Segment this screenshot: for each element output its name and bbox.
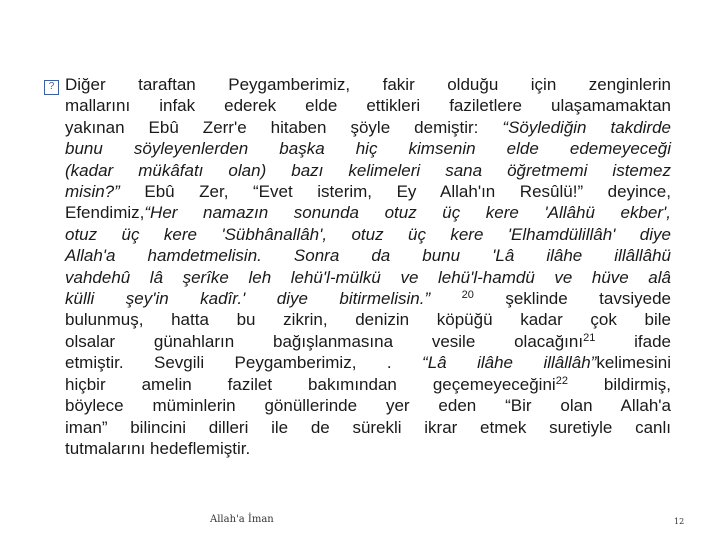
text-line [65, 202, 671, 223]
footnote-ref: 22 [555, 374, 568, 387]
italic-quote: külli şey'in kadîr.' diye bitirmelisin.” [65, 289, 431, 309]
footnote-ref: 21 [583, 331, 596, 344]
text-segment: olsalar günahların bağışlanmasına vesile olacağını [65, 331, 584, 351]
page-number: 12 [674, 517, 685, 526]
text-segment: yakınan Ebû Zerr'e hitaben şöyle demiştir: [65, 117, 503, 137]
body-paragraph [65, 74, 671, 459]
italic-quote: misin?” [65, 182, 120, 202]
text-segment: bildirmiş, [567, 374, 671, 394]
text-line [65, 117, 671, 138]
text-line [65, 245, 671, 266]
text-segment: ifade [595, 331, 672, 351]
text-line [65, 352, 671, 373]
text-segment: hiçbir amelin fazilet bakımından geçemeyeceğini [65, 374, 556, 394]
italic-quote: otuz üç kere 'Sübhânallâh', otuz üç kere 'Elhamdülillâh' diye [65, 224, 671, 244]
text-segment: bulunmuş, hatta bu zikrin, denizin köpüğü kadar çok bile [65, 310, 671, 330]
italic-quote: “Her namazın sonunda otuz üç kere 'Allâhü ekber', [144, 203, 671, 223]
text-line [65, 181, 671, 202]
italic-quote: Allah'a hamdetmelisin. Sonra da bunu 'Lâ ilâhe illâllâhü [65, 246, 671, 266]
italic-quote: (kadar mükâfatı olan) bazı kelimeleri sana öğretmemi istemez [65, 160, 671, 180]
text-segment: iman” bilincini dilleri ile de sürekli ikrar etmek suretiyle canlı [65, 417, 671, 437]
text-line [65, 374, 671, 395]
text-segment: böylece müminlerin gönüllerinde yer eden “Bir olan Allah'a [65, 396, 671, 416]
italic-quote: “Söylediğin takdirde [502, 117, 671, 137]
text-line [65, 224, 671, 245]
footer-title: Allah'a İman [210, 514, 274, 525]
text-segment: Efendimiz, [65, 203, 145, 223]
text-segment: mallarını infak ederek elde ettikleri faziletlere ulaşamamaktan [65, 96, 671, 116]
text-line [65, 417, 671, 438]
italic-quote: vahdehû lâ şerîke leh lehü'l-mülkü ve lehü'l-hamdü ve hüve alâ [65, 267, 671, 287]
text-line [65, 309, 671, 330]
square-bullet-icon: ? [44, 80, 59, 95]
text-segment: tutmalarını hedeflemiştir. [65, 438, 251, 458]
text-segment: etmiştir. Sevgili Peygamberimiz, . [65, 353, 423, 373]
text-line [65, 438, 671, 459]
text-line [65, 160, 671, 181]
italic-quote: bunu söyleyenlerden başka hiç kimsenin elde edemeyeceği [65, 139, 671, 159]
italic-quote: “Lâ ilâhe illâllâh” [422, 353, 597, 373]
text-line [65, 74, 671, 95]
text-segment: şeklinde tavsiyede [473, 289, 672, 309]
text-line [65, 395, 671, 416]
text-line [65, 138, 671, 159]
text-line [65, 267, 671, 288]
text-line [65, 288, 671, 309]
text-line [65, 95, 671, 116]
text-segment: Diğer taraftan Peygamberimiz, fakir olduğu için zenginlerin [65, 75, 671, 94]
text-segment [430, 289, 461, 308]
text-segment: Ebû Zer, “Evet isterim, Ey Allah'ın Resûlü!” deyince, [119, 182, 671, 202]
footnote-ref: 20 [461, 289, 474, 302]
text-segment: kelimesini [596, 353, 671, 373]
text-line [65, 331, 671, 352]
